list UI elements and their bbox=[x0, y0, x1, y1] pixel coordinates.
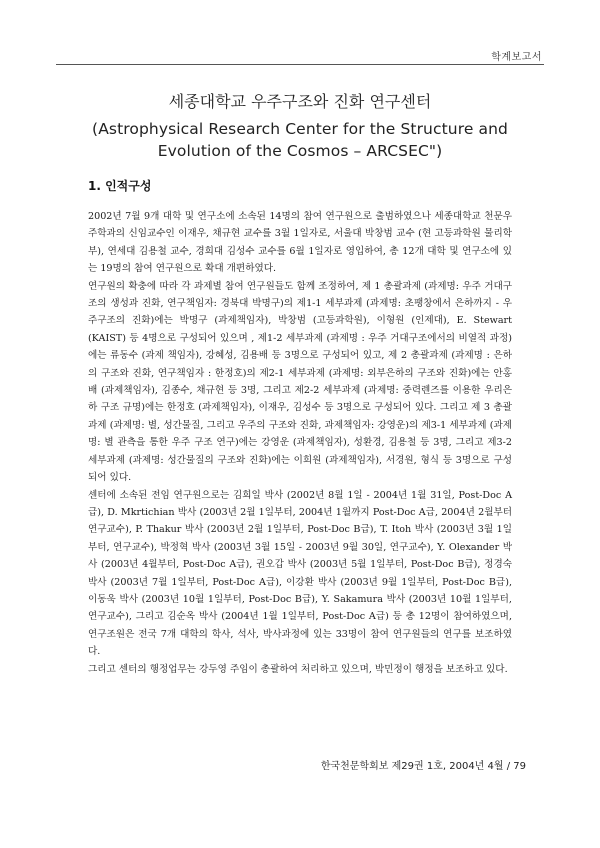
paragraph-founding: 2002년 7월 9개 대학 및 연구소에 소속된 14명의 참여 연구원으로 출범하였으나 세종대학교 천문우주학과의 신임교수인 이재우, 채규현 교수를 3월 1일자로, 서울대 박창범 교수 (현 고등과학원 물리학부), 연세대 김용철 교수, 경희대 김성수 교수를 6월 1일자로 영입하여, 총 12개 대학 및 연구소에 있는 19명의 참여 연구원으로 확대 개편하였다. bbox=[88, 211, 512, 275]
paragraph-research-staff: 센터에 소속된 전임 연구원으로는 김희일 박사 (2002년 8월 1일 - 2004년 1월 31일, Post-Doc A급), D. Mkrtichian 박사 (2003년 2월 1일부터, 2004년 1월까지 Post-Doc A급, 2004년 2월부터 연구교수), P. Thakur 박사 (2003년 2월 1일부터, Post-Doc B급), T. Itoh 박사 (2003년 3월 1일부터, 연구교수), 박정혁 박사 (2003년 3월 15일 - 2003년 9월 30일, 연구교수), Y. Olexander 박사 (2003년 4월부터, Post-Doc A급), 권오갑 박사 (2003년 5월 1일부터, Post-Doc B급), 정경숙 박사 (2003년 7월 1일부터, Post-Doc A급), 이강환 박사 (2003년 9월 1일부터, Post-Doc B급), 이동욱 박사 (2003년 10월 1일부터, Post-Doc B급), Y. Sakamura 박사 (2003년 10월 1일부터, 연구교수), 그리고 김순옥 박사 (2004년 1월 1일부터, Post-Doc A급) 등 총 12명이 참여하였으며, 연구조원은 전국 7개 대학의 학사, 석사, 박사과정에 있는 33명이 참여 연구원들의 연구를 보조하였다. bbox=[88, 489, 512, 658]
paragraph-research-teams: 연구원의 확충에 따라 각 과제별 참여 연구원들도 함께 조정하여, 제 1 총괄과제 (과제명: 우주 거대구조의 생성과 진화, 연구책임자: 경북대 박명구)의 제1-1 세부과제 (과제명: 초팽창에서 은하까지 - 우주구조의 진화)에는 박명구 (과제책임자), 박창범 (고등과학원), 이형원 (인제대), E. Stewart (KAIST) 등 4명으로 구성되어 있으며 , 제1-2 세부과제 (과제명 : 우주 거대구조에서의 비열적 과정)에는 류동수 (과제 책임자), 강혜성, 김용배 등 3명으로 구성되어 있고, 제 2 총괄과제 (과제명 : 은하의 구조와 진화, 연구책임자 : 한정호)의 제2-1 세부과제 (과제명: 외부은하의 구조와 진화)에는 안홍배 (과제책임자), 김종수, 채규현 등 3명, 그리고 제2-2 세부과제 (과제명: 중력렌즈를 이용한 우리은하 구조 규명)에는 한정호 (과제책임자), 이재우, 김성수 등 3명으로 구성되어 있다. 그리고 제 3 총괄과제 (과제명: 별, 성간물질, 그리고 우주의 구조와 진화, 과제책임자: 강영운)의 제3-1 세부과제 (과제명: 별 관측을 통한 우주 구조 연구)에는 강영운 (과제책임자), 성환경, 김용철 등 3명, 그리고 제3-2 세부과제 (과제명: 성간물질의 구조와 진화)에는 이희원 (과제책임자), 서경원, 형식 등 3명으로 구성되어 있다. bbox=[88, 280, 512, 484]
report-category-tag: 학계보고서 bbox=[491, 52, 542, 63]
article-title bbox=[70, 90, 530, 162]
section-body bbox=[88, 208, 512, 678]
header-divider bbox=[56, 64, 544, 65]
section-heading: 1. 인적구성 bbox=[88, 179, 152, 193]
title-english: (Astrophysical Research Center for the Structure and Evolution of the Cosmos – ARCSEC") bbox=[92, 120, 508, 160]
page-footer-citation: 한국천문학회보 제29권 1호, 2004년 4월 / 79 bbox=[320, 761, 526, 772]
paragraph-administration: 그리고 센터의 행정업무는 강두영 주임이 총괄하여 처리하고 있으며, 박민정이 행정을 보조하고 있다. bbox=[88, 663, 508, 675]
title-korean: 세종대학교 우주구조와 진화 연구센터 bbox=[168, 92, 432, 111]
